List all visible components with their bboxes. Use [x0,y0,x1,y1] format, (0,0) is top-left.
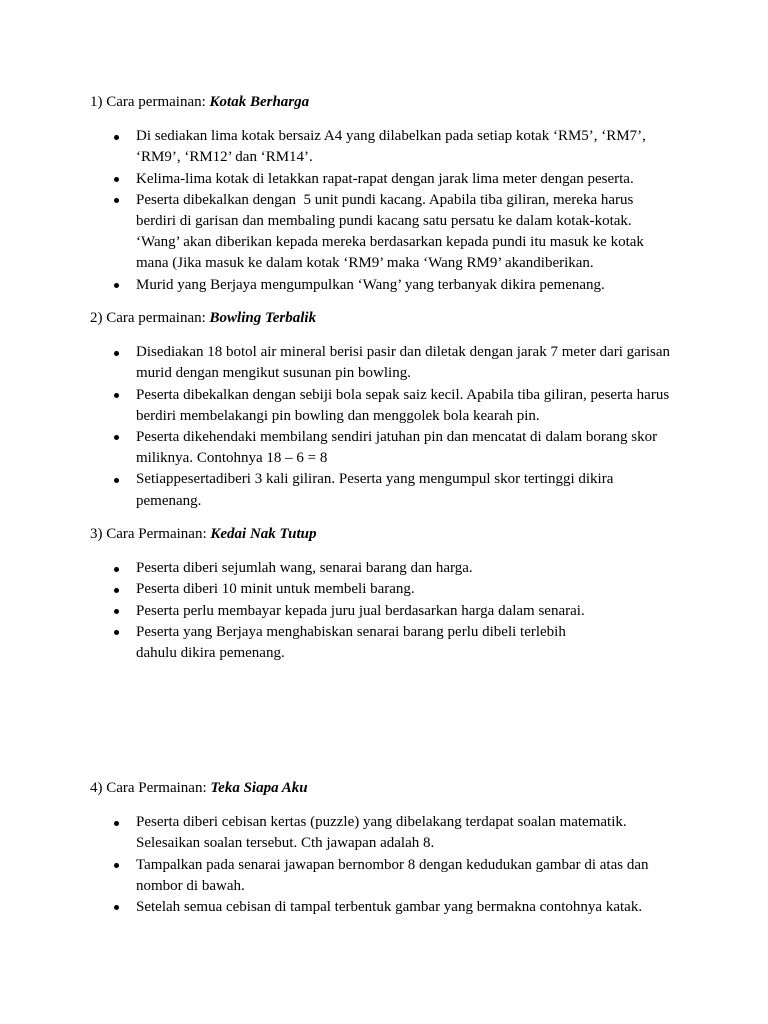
list-item-text: berdiri di garisan dan membaling pundi kacang satu persatu ke dalam kotak-kotak. [136,212,632,229]
section-3 [90,524,710,664]
list-item-text: Kelima-lima kotak di letakkan rapat-rapat dengan jarak lima meter dengan peserta. [136,170,634,187]
list-item-text: Peserta dibekalkan dengan 5 unit pundi kacang. Apabila tiba giliran, mereka harus [136,191,634,208]
list-item-text: Peserta diberi sejumlah wang, senarai barang dan harga. [136,560,473,577]
list-item [90,579,710,600]
bullet-icon [114,588,119,593]
section-heading [90,308,710,329]
list-item [90,342,710,384]
list-item [90,558,710,579]
list-item-text: Disediakan 18 botol air mineral berisi pasir dan diletak dengan jarak 7 meter dari garisan [136,344,670,361]
list-item [90,190,710,275]
bullet-icon [114,609,119,614]
bullet-icon [114,177,119,182]
section-label: 1) Cara permainan: [90,94,206,110]
section-heading [90,778,710,799]
list-item [90,385,710,427]
list-item-text: pemenang. [136,492,202,509]
game-title: Kotak Berharga [209,94,310,110]
list-item-text: Di sediakan lima kotak bersaiz A4 yang dilabelkan pada setiap kotak ‘RM5’, ‘RM7’, [136,128,646,145]
list-item [90,427,710,469]
list-item-text: mana (Jika masuk ke dalam kotak ‘RM9’ maka ‘Wang RM9’ akandiberikan. [136,255,594,272]
bullet-list [90,342,710,512]
section-2 [90,308,710,512]
list-item-text: Peserta diberi cebisan kertas (puzzle) yang dibelakang terdapat soalan matematik. [136,814,627,831]
bullet-icon [114,283,119,288]
list-item-text: nombor di bawah. [136,877,245,894]
bullet-icon [114,435,119,440]
bullet-icon [114,567,119,572]
list-item-text: Peserta perlu membayar kepada juru jual berdasarkan harga dalam senarai. [136,602,585,619]
list-item-text: Peserta yang Berjaya menghabiskan senarai barang perlu dibeli terlebih [136,623,566,640]
list-item [90,275,710,296]
bullet-icon [114,821,119,826]
section-label: 3) Cara Permainan: [90,526,207,542]
list-item [90,855,710,897]
list-item-text: miliknya. Contohnya 18 – 6 = 8 [136,450,328,467]
section-1 [90,92,710,296]
list-item-text: ‘RM9’, ‘RM12’ dan ‘RM14’. [136,149,313,166]
list-item-text: Murid yang Berjaya mengumpulkan ‘Wang’ yang terbanyak dikira pemenang. [136,276,605,293]
bullet-icon [114,135,119,140]
game-title: Teka Siapa Aku [210,780,308,796]
bullet-icon [114,905,119,910]
list-item-text: Setelah semua cebisan di tampal terbentuk gambar yang bermakna contohnya katak. [136,898,643,915]
bullet-icon [114,393,119,398]
list-item-text: Selesaikan soalan tersebut. Cth jawapan adalah 8. [136,835,435,852]
list-item-text: Tampalkan pada senarai jawapan bernombor 8 dengan kedudukan gambar di atas dan [136,856,649,873]
list-item [90,622,710,664]
list-item-text: Peserta dikehendaki membilang sendiri jatuhan pin dan mencatat di dalam borang skor [136,428,658,445]
bullet-icon [114,478,119,483]
section-heading [90,92,710,113]
bullet-list [90,812,710,918]
bullet-icon [114,863,119,868]
list-item-text: dahulu dikira pemenang. [136,644,285,661]
bullet-icon [114,198,119,203]
list-item [90,126,710,168]
section-label: 2) Cara permainan: [90,310,206,326]
bullet-icon [114,351,119,356]
list-item [90,897,710,918]
list-item-text: berdiri membelakangi pin bowling dan menggolek bola kearah pin. [136,407,540,424]
list-item-text: murid dengan mengikut susunan pin bowling. [136,365,411,382]
list-item-text: Peserta dibekalkan dengan sebiji bola sepak saiz kecil. Apabila tiba giliran, peserta harus [136,386,670,403]
bullet-list [90,126,710,296]
game-title: Bowling Terbalik [209,310,317,326]
bullet-icon [114,630,119,635]
list-item-text: ‘Wang’ akan diberikan kepada mereka berdasarkan kepada pundi itu masuk ke kotak [136,234,644,251]
section-label: 4) Cara Permainan: [90,780,207,796]
bullet-list [90,558,710,664]
section-4 [90,778,710,918]
game-title: Kedai Nak Tutup [210,526,317,542]
section-heading [90,524,710,545]
list-item [90,601,710,622]
list-item-text: Setiappesertadiberi 3 kali giliran. Peserta yang mengumpul skor tertinggi dikira [136,471,614,488]
list-item-text: Peserta diberi 10 minit untuk membeli barang. [136,581,415,598]
list-item [90,812,710,854]
list-item [90,169,710,190]
list-item [90,469,710,511]
